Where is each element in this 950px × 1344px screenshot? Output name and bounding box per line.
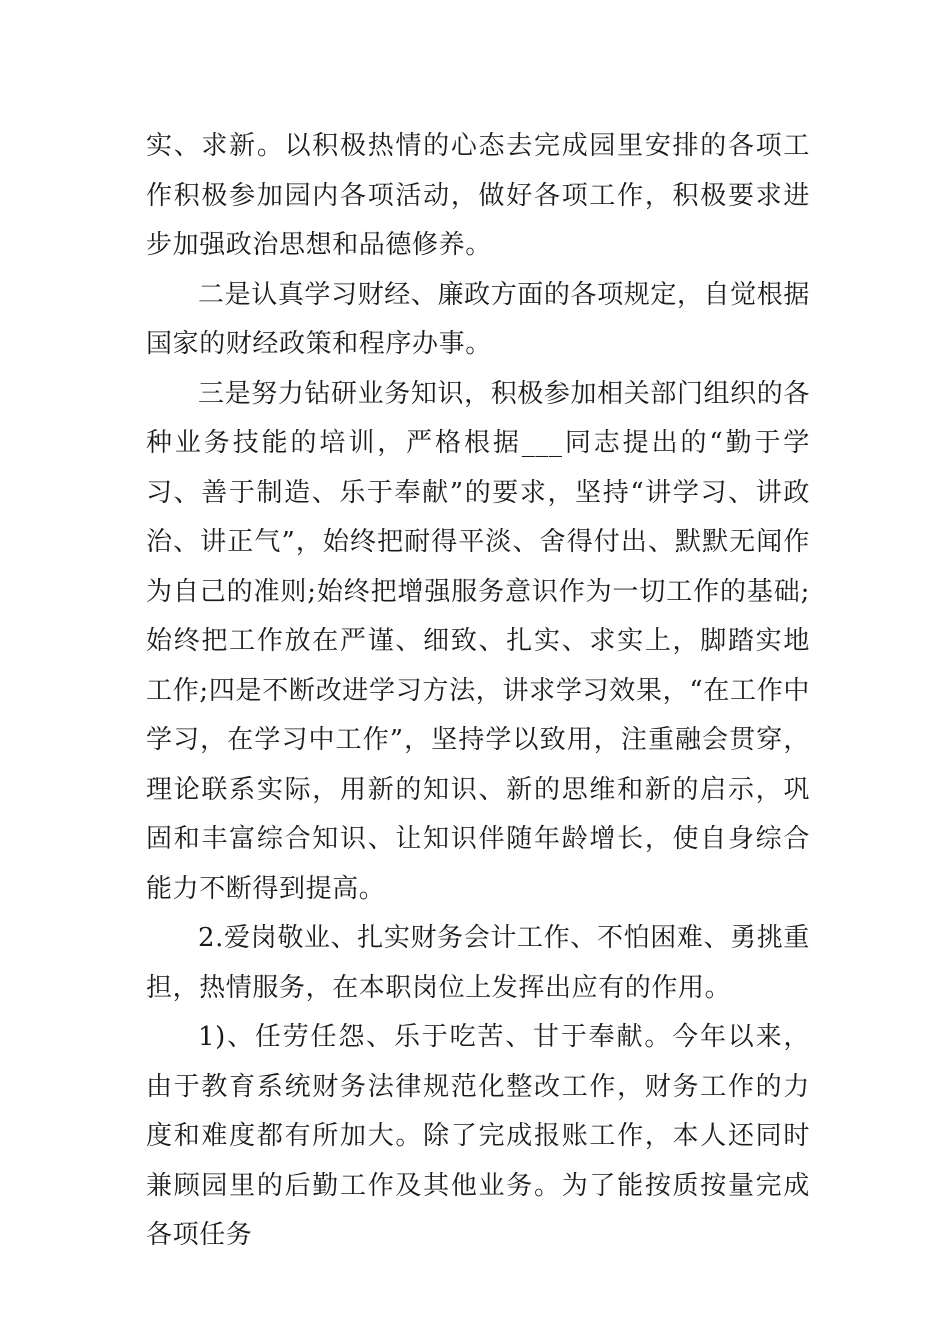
paragraph-point-two: 二是认真学习财经、廉政方面的各项规定，自觉根据国家的财经政策和程序办事。 <box>146 279 810 359</box>
paragraph-point-three: 三是努力钻研业务知识，积极参加相关部门组织的各种业务技能的培训，严格根据___同志提出的“勤于学习、善于制造、乐于奉献”的要求，坚持“讲学习、讲政治、讲正气”，始终把耐得平淡、舍得付出、默默无闻作为自己的准则;始终把增强服务意识作为一切工作的基础;始终把工作放在严谨、细致、扎实、求实上，脚踏实地工作;四是不断改进学习方法，讲求学习效果，“在工作中学习，在学习中工作”，坚持学以致用，注重融会贯穿，理论联系实际，用新的知识、新的思维和新的启示，巩固和丰富综合知识、让知识伴随年龄增长，使自身综合能力不断得到提高。 <box>146 378 810 904</box>
paragraph-section-two: 2.爱岗敬业、扎实财务会计工作、不怕困难、勇挑重担，热情服务，在本职岗位上发挥出应有的作用。 <box>146 923 810 1003</box>
paragraph-continuation: 实、求新。以积极热情的心态去完成园里安排的各项工作积极参加园内各项活动，做好各项工作，积极要求进步加强政治思想和品德修养。 <box>146 131 810 260</box>
paragraph-subsection-one: 1)、任劳任怨、乐于吃苦、甘于奉献。今年以来，由于教育系统财务法律规范化整改工作，财务工作的力度和难度都有所加大。除了完成报账工作，本人还同时兼顾园里的后勤工作及其他业务。为了能按质按量完成各项任务 <box>146 1022 810 1250</box>
document-body <box>146 122 810 1261</box>
